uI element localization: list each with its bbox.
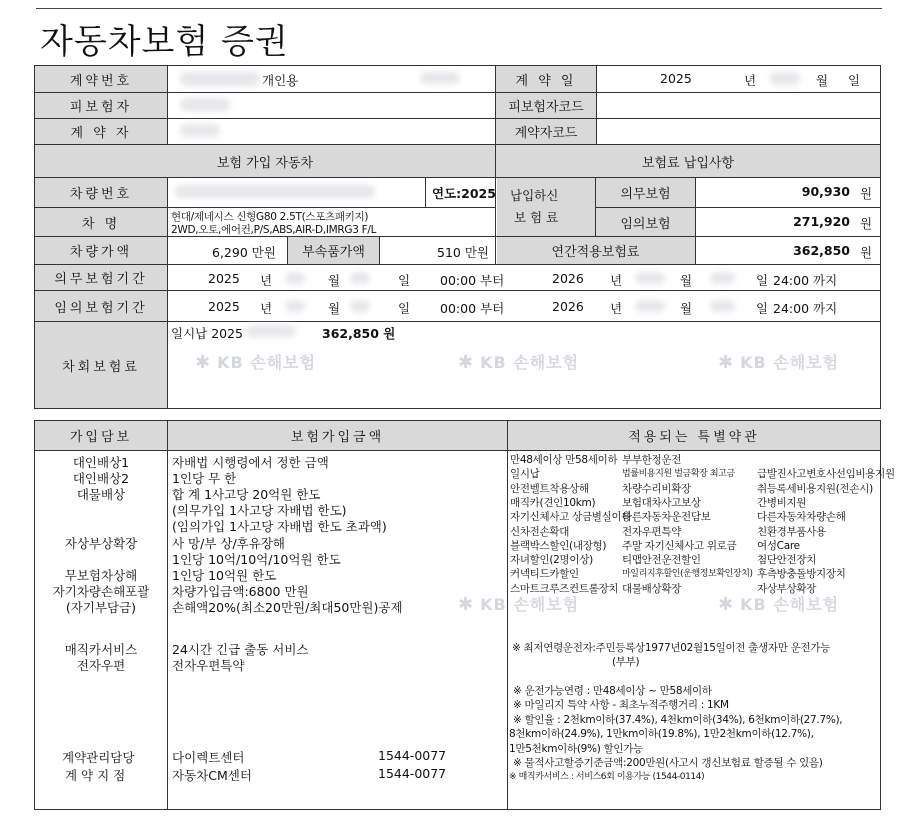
car-price-label: 차량가액	[69, 245, 133, 260]
contract-no-label: 계약번호	[69, 73, 133, 89]
coverage-amount: 전자우편특약	[172, 658, 245, 674]
accessory-label: 부속품가액	[302, 245, 365, 260]
special-term-item: 보험대차사고보상	[622, 496, 701, 509]
manager-phone: 1544-0077	[378, 748, 447, 763]
special-term-item: 법률비용지원 벌금확장 최고금	[622, 469, 735, 480]
special-term-item: 신차전손확대	[510, 525, 570, 538]
contract-date-year: 2025	[660, 71, 692, 86]
coverage-amount: 차량가입금액:6800 만원	[172, 583, 309, 599]
optional-ins-value: 271,920	[793, 214, 850, 229]
watermark: ✱ KB 손해보험	[458, 594, 580, 615]
kb-logo-icon: ✱	[195, 352, 212, 373]
note-line: ※ 물적사고할증기준금액:200만원(사고시 갱신보험료 할증될 수 있음)	[513, 757, 823, 769]
coverage-amount: 자배법 시행령에서 정한 금액	[172, 455, 329, 470]
special-term-item: 티맵안전운전할인	[622, 554, 701, 567]
coverage-amount: 손해액20%(최소20만원/최대50만원)공제	[172, 599, 403, 615]
note-line: 1만5천km이하(9%) 할인가능	[509, 742, 643, 755]
special-term-item: 안전벨트착용상해	[510, 482, 589, 495]
coverage-amount: 1인당 10억/10억/10억원 한도	[172, 551, 341, 567]
special-term-item: 급발진사고변호사선임비용지원	[757, 468, 895, 481]
coverage-amount: (의무가입 1사고당 자배법 한도)	[172, 503, 347, 519]
special-term-item: 다른자동차차량손해	[757, 511, 846, 524]
mandatory-start-time: 00:00 부터	[440, 273, 505, 288]
holder-code-label: 계약자코드	[514, 126, 578, 141]
insured-label: 피보험자	[69, 100, 133, 115]
coverage-name: (자기부담금)	[65, 599, 137, 615]
plate-label: 차량번호	[69, 187, 133, 202]
branch-phone: 1544-0077	[378, 766, 447, 781]
redacted-plate	[175, 185, 375, 198]
special-term-item: 후측방충돌방지장치	[757, 568, 846, 581]
coverage-name: 대물배상	[76, 487, 126, 503]
special-term-item: 블랙박스할인(내장형)	[510, 539, 607, 552]
note-line: ※ 할인율 : 2천km이하(37.4%), 4천km이하(34%), 6천km이하(27.7%),	[513, 713, 843, 726]
paid-premium-label-2: 보 험 료	[514, 210, 559, 225]
kb-logo-icon: ✱	[718, 352, 735, 373]
note-line: ※ 매직카서비스 : 서비스6회 이용가능 (1544-0114)	[509, 772, 705, 783]
special-term-item: 친환경부품사용	[757, 525, 826, 538]
coverage-col-header: 가입담보	[69, 430, 133, 445]
watermark: ✱ KB 손해보험	[718, 594, 840, 615]
mandatory-end-time: 24:00 까지	[773, 273, 838, 288]
special-term-item: 매직카(견인10km)	[510, 496, 596, 509]
annual-premium-label: 연간적용보험료	[551, 245, 640, 260]
special-term-item: 일시납	[510, 468, 540, 481]
coverage-name: 자상부상확장	[64, 535, 138, 551]
special-term-item: 부부한정운전	[622, 454, 682, 466]
branch-value: 자동차CM센터	[172, 768, 252, 783]
optional-ins-label: 임의보험	[620, 216, 671, 232]
coverage-name: 매직카서비스	[64, 642, 138, 657]
annual-premium-value: 362,850	[793, 243, 850, 258]
watermark: ✱ KB 손해보험	[195, 352, 317, 373]
special-term-item: 커넥티드카할인	[510, 568, 579, 581]
kb-logo-icon: ✱	[458, 352, 475, 373]
manager-label: 계약관리담당	[62, 750, 135, 765]
note-line: ※ 운전가능연령 : 만48세이상 ~ 만58세이하	[513, 685, 712, 697]
special-term-item: 스마트크루즈컨트롤장치	[510, 582, 619, 595]
watermark: ✱ KB 손해보험	[458, 352, 580, 373]
special-term-item: 다른자동차운전담보	[622, 511, 711, 524]
coverage-name: 대인배상1	[72, 455, 130, 470]
coverage-amount: 1인당 10억원 한도	[172, 567, 277, 583]
note-line: ※ 마일리지 특약 사항 - 최초누적주행거리 : 1KM	[513, 699, 729, 712]
special-term-item: 자상부상확장	[757, 582, 817, 595]
coverage-amount: 사 망/부 상/후유장해	[172, 535, 285, 551]
special-term-item: 취등록세비용지원(전손시)	[757, 482, 873, 495]
car-name-line1: 현대/제네시스 신형G80 2.5T(스포츠패키지)	[171, 211, 369, 223]
special-terms-col-header: 적용되는 특별약관	[628, 430, 760, 445]
special-term-item: 간병비지원	[757, 496, 807, 509]
contract-date-label: 계 약 일	[515, 73, 577, 89]
special-term-item: 전자우편특약	[622, 525, 682, 538]
optional-end-time: 24:00 까지	[773, 301, 838, 316]
kb-logo-icon: ✱	[718, 594, 735, 615]
car-price-value: 6,290 만원	[212, 245, 276, 260]
installment-amount: 362,850 원	[322, 326, 396, 341]
mandatory-ins-label: 의무보험	[620, 187, 671, 202]
coverage-amount: 1인당 무 한	[172, 471, 237, 487]
page-title: 자동차보험 증권	[40, 22, 289, 62]
model-year: 연도:2025	[432, 186, 496, 201]
top-rule	[36, 8, 882, 9]
note-line: 8천km이하(24.9%), 1만km이하(19.8%), 1만2천km이하(12.7%),	[509, 728, 814, 741]
coverage-name: 자기차량손해포괄	[52, 583, 150, 599]
holder-label: 계 약 자	[70, 126, 132, 141]
special-term-item: 마일리지후할인(운행정보확인장치)	[622, 569, 753, 580]
special-term-item: 차량수리비확장	[622, 482, 691, 495]
special-term-item: 주말 자기신체사고 위로금	[622, 539, 737, 552]
redacted-contract-no	[180, 72, 260, 86]
special-term-item: 대물배상확장	[622, 582, 682, 595]
special-terms-grid	[510, 452, 895, 597]
coverage-name: 전자우편	[76, 658, 126, 674]
special-term-item: 여성Care	[757, 539, 800, 552]
optional-period-label: 임의보험기간	[54, 300, 148, 316]
special-term-item: 만48세이상 만58세이하	[510, 454, 618, 466]
insured-code-label: 피보험자코드	[508, 100, 584, 115]
coverage-amount: 24시간 긴급 출동 서비스	[172, 642, 309, 657]
branch-label: 계 약 지 점	[65, 768, 126, 783]
coverage-name: 무보험차상해	[64, 567, 138, 583]
watermark: ✱ KB 손해보험	[718, 352, 840, 373]
mandatory-ins-value: 90,930	[801, 184, 850, 199]
vehicle-section-title: 보험 가입 자동차	[216, 155, 314, 171]
optional-start-time: 00:00 부터	[440, 301, 505, 316]
car-name-line2: 2WD,오토,에어컨,P/S,ABS,AIR-D,IMRG3 F/L	[171, 224, 377, 236]
paid-premium-label-1: 납입하신	[510, 188, 559, 203]
special-term-item: 자기신체사고 상금별실이용	[510, 511, 632, 524]
coverage-amount: 합 계 1사고당 20억원 한도	[172, 487, 321, 503]
special-term-item: 자녀할인(2명이상)	[510, 554, 593, 567]
amount-col-header: 보험가입금액	[290, 430, 385, 445]
min-age-note: ※ 최저연령운전자:주민등록상1977년02월15일이전 출생자만 운전가능	[512, 642, 830, 654]
mandatory-period-label: 의무보험기간	[54, 272, 148, 287]
special-term-item: 첨단안전장치	[757, 554, 817, 567]
manager-value: 다이렉트센터	[172, 750, 245, 765]
accessory-value: 510 만원	[437, 245, 489, 260]
contract-no-value: 개인용	[262, 73, 299, 88]
coverage-name: 대인배상2	[72, 471, 130, 487]
next-premium-label: 차회보험료	[62, 359, 140, 375]
kb-logo-icon: ✱	[458, 594, 475, 615]
min-age-note-2: (부부)	[612, 656, 640, 668]
car-name-label: 차 명	[81, 216, 121, 232]
coverage-amount: (임의가입 1사고당 자배법 한도 초과액)	[172, 519, 387, 535]
premium-section-title: 보험료 납입사항	[641, 155, 735, 171]
installment-text: 일시납 2025	[171, 326, 244, 341]
